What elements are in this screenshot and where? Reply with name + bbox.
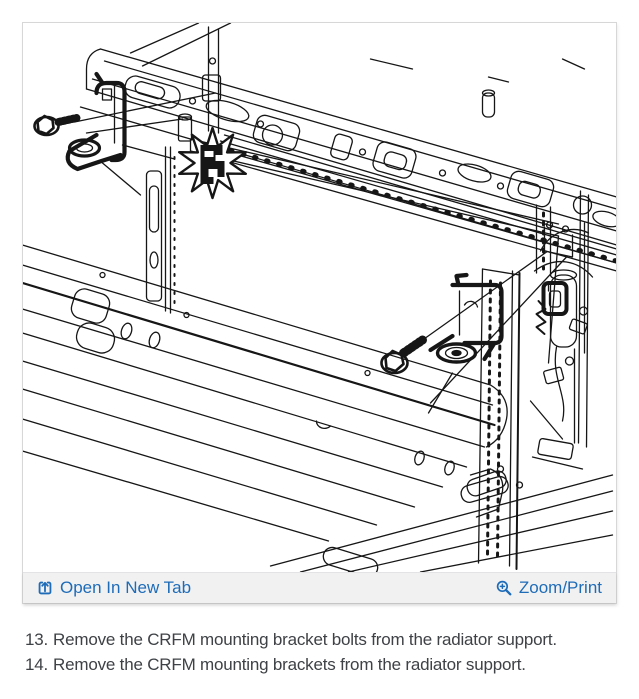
step-13-number: 13. [25, 630, 49, 649]
zoom-plus-icon [496, 580, 512, 596]
open-in-new-tab-label: Open In New Tab [60, 578, 192, 597]
open-in-new-tab-icon [37, 580, 53, 596]
zoom-print-link[interactable] [496, 578, 602, 598]
step-14-text: Remove the CRFM mounting brackets from the radiator support. [53, 655, 526, 674]
open-in-new-tab-link[interactable] [37, 578, 191, 598]
step-14 [25, 652, 557, 677]
figure-panel [22, 22, 617, 604]
radiator-support-diagram [23, 23, 616, 572]
crfm-diagram-illustration [23, 23, 616, 572]
step-14-number: 14. [25, 655, 49, 674]
step-13 [25, 627, 557, 652]
step-13-text: Remove the CRFM mounting bracket bolts from the radiator support. [53, 630, 557, 649]
figure-toolbar [23, 572, 616, 603]
zoom-print-label: Zoom/Print [518, 578, 602, 597]
instruction-steps [25, 627, 557, 677]
